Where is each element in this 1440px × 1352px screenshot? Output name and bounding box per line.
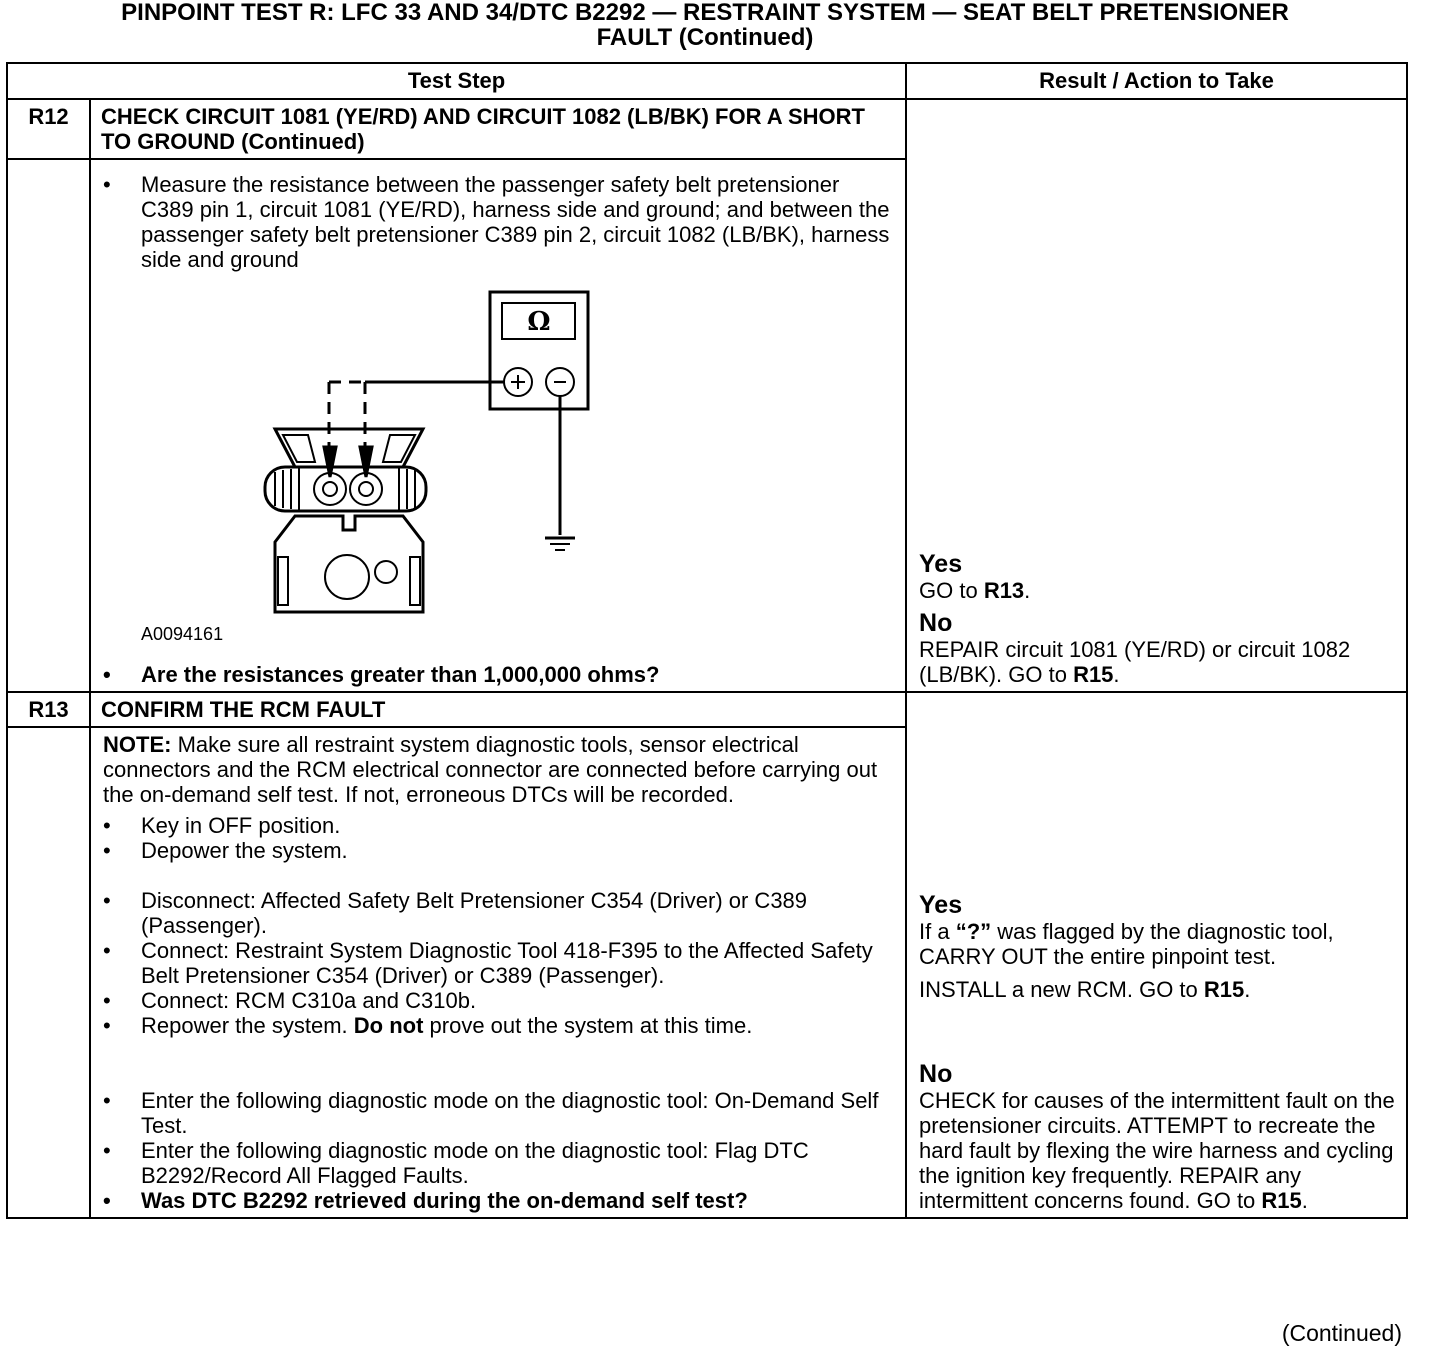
ohm-symbol: Ω (527, 307, 551, 337)
connector-ohmmeter-diagram (103, 272, 903, 662)
yes-action-r13: If a “?” was flagged by the diagnostic tool, CARRY OUT the entire pinpoint test. (919, 919, 1334, 969)
step-id-r12: R12 (7, 99, 90, 159)
step-body-r12 (90, 159, 906, 692)
no-label-r12: No (919, 609, 953, 637)
step-heading-r13: CONFIRM THE RCM FAULT (90, 692, 906, 727)
no-action-r13: CHECK for causes of the intermittent fault on the pretensioner circuits. ATTEMPT to recreate the hard fault by flexing the wire harness and cycling the ignition key frequently. REPAIR any intermittent concerns found. GO to R15. (919, 1088, 1395, 1213)
flag-symbol: “?” (955, 919, 992, 944)
ohmmeter-figure (103, 272, 895, 662)
r13-question: • Was DTC B2292 retrieved during the on-demand self test? (103, 1188, 895, 1213)
header-result: Result / Action to Take (906, 63, 1407, 99)
r13-heading-row (7, 692, 1407, 727)
step-heading-r12: CHECK CIRCUIT 1081 (YE/RD) AND CIRCUIT 1082 (LB/BK) FOR A SHORT TO GROUND (Continued) (90, 99, 906, 159)
yes-label-r12: Yes (919, 550, 963, 578)
header-test-step: Test Step (7, 63, 906, 99)
continued-note: (Continued) (1281, 1320, 1402, 1346)
r12-heading-row (7, 99, 1407, 159)
r13-bullet-self-test: • Enter the following diagnostic mode on the diagnostic tool: On-Demand Self Test. (103, 1088, 895, 1138)
title-line-2: FAULT (Continued) (596, 24, 814, 51)
r13-bullet-depower: • Depower the system. (103, 838, 895, 863)
yes-action-r12: GO to R13. (919, 578, 1031, 603)
result-cell-r12 (906, 99, 1407, 692)
r12-bullet-measure: • Measure the resistance between the passenger safety belt pretensioner C389 pin 1, circuit 1081 (YE/RD), harness side and ground; and between the passenger safety belt pretensioner C389 pin 2, circuit 1082 (LB/BK), harness side and ground (103, 172, 895, 272)
no-label-r13: No (919, 1060, 953, 1088)
no-action-r12: REPAIR circuit 1081 (YE/RD) or circuit 1082 (LB/BK). GO to R15. (919, 637, 1351, 687)
yes-install-r13: INSTALL a new RCM. GO to R15. (919, 977, 1251, 1002)
r13-bullet-disconnect: • Disconnect: Affected Safety Belt Pretensioner C354 (Driver) or C389 (Passenger). (103, 888, 895, 938)
table-header-row (7, 63, 1407, 99)
result-cell-r13 (906, 692, 1407, 1218)
ref-r13: R13 (983, 578, 1025, 603)
pinpoint-test-table (6, 62, 1408, 1219)
ref-r15-no: R15 (1261, 1188, 1302, 1213)
step-id-r13: R13 (7, 692, 90, 727)
title-line-1: PINPOINT TEST R: LFC 33 AND 34/DTC B2292 — RESTRAINT SYSTEM — SEAT BELT PRETENSIONER (121, 0, 1289, 26)
r13-bullet-repower: • Repower the system. Do not prove out the system at this time. (103, 1013, 895, 1038)
step-body-r13 (90, 727, 906, 1218)
ref-r15-yes: R15 (1203, 977, 1245, 1002)
r13-bullet-flag-dtc: • Enter the following diagnostic mode on the diagnostic tool: Flag DTC B2292/Record All Flagged Faults. (103, 1138, 895, 1188)
figure-code: A0094161 (141, 624, 224, 644)
note-label: NOTE: (103, 732, 172, 757)
r13-note: NOTE: Make sure all restraint system diagnostic tools, sensor electrical connectors and the RCM electrical connector are connected before carrying out the on-demand self test. If not, erroneous DTCs will be recorded. (103, 732, 878, 807)
yes-label-r13: Yes (919, 891, 963, 919)
r12-question: • Are the resistances greater than 1,000,000 ohms? (103, 662, 895, 687)
r13-bullet-key-off: • Key in OFF position. (103, 813, 895, 838)
page-title (0, 0, 1410, 50)
ref-r15: R15 (1073, 662, 1114, 687)
r13-bullet-connect-rcm: • Connect: RCM C310a and C310b. (103, 988, 895, 1013)
r13-bullet-connect-tool: • Connect: Restraint System Diagnostic Tool 418-F395 to the Affected Safety Belt Pretensioner C354 (Driver) or C389 (Passenger). (103, 938, 895, 988)
